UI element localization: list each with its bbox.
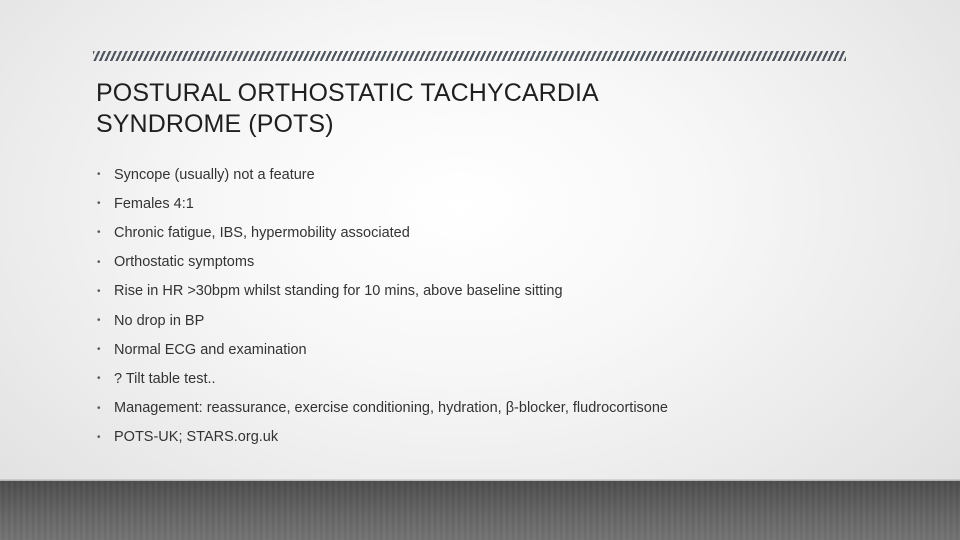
bullet-text: Orthostatic symptoms — [114, 254, 255, 271]
bullet-text: Females 4:1 — [114, 195, 194, 212]
bullet-dot-icon: • — [97, 198, 101, 210]
bullet-item — [97, 364, 668, 393]
bullet-text: Syncope (usually) not a feature — [114, 166, 315, 183]
bullet-item — [97, 160, 668, 189]
bullet-dot-icon: • — [97, 256, 101, 268]
bullet-item — [97, 423, 668, 452]
bullet-item — [97, 248, 668, 277]
bullet-dot-icon: • — [97, 227, 101, 239]
bullet-dot-icon: • — [97, 402, 101, 414]
bullet-list — [97, 160, 668, 452]
bullet-item — [97, 306, 668, 335]
bullet-dot-icon: • — [97, 373, 101, 385]
bullet-text: POTS-UK; STARS.org.uk — [114, 429, 279, 446]
bullet-text: Rise in HR >30bpm whilst standing for 10 mins, above baseline sitting — [114, 283, 563, 300]
slide-title-line-1: POSTURAL ORTHOSTATIC TACHYCARDIA — [96, 79, 599, 107]
bullet-item — [97, 335, 668, 364]
bullet-dot-icon: • — [97, 285, 101, 297]
bullet-text: Chronic fatigue, IBS, hypermobility associated — [114, 224, 410, 241]
bullet-item — [97, 394, 668, 423]
decorative-hatch-bar — [93, 51, 846, 61]
bullet-item — [97, 189, 668, 218]
slide-title — [96, 78, 856, 140]
floor-texture — [0, 481, 960, 540]
bullet-dot-icon: • — [97, 169, 101, 181]
slide-title-line-2: SYNDROME (POTS) — [96, 110, 334, 138]
bullet-dot-icon: • — [97, 431, 101, 443]
bullet-dot-icon: • — [97, 344, 101, 356]
bullet-item — [97, 277, 668, 306]
bullet-text: Management: reassurance, exercise conditioning, hydration, β-blocker, fludrocortisone — [114, 400, 668, 417]
bullet-text: No drop in BP — [114, 312, 205, 329]
bullet-item — [97, 218, 668, 247]
bullet-text: ? Tilt table test.. — [114, 370, 216, 387]
bullet-text: Normal ECG and examination — [114, 341, 307, 358]
bullet-dot-icon: • — [97, 315, 101, 327]
